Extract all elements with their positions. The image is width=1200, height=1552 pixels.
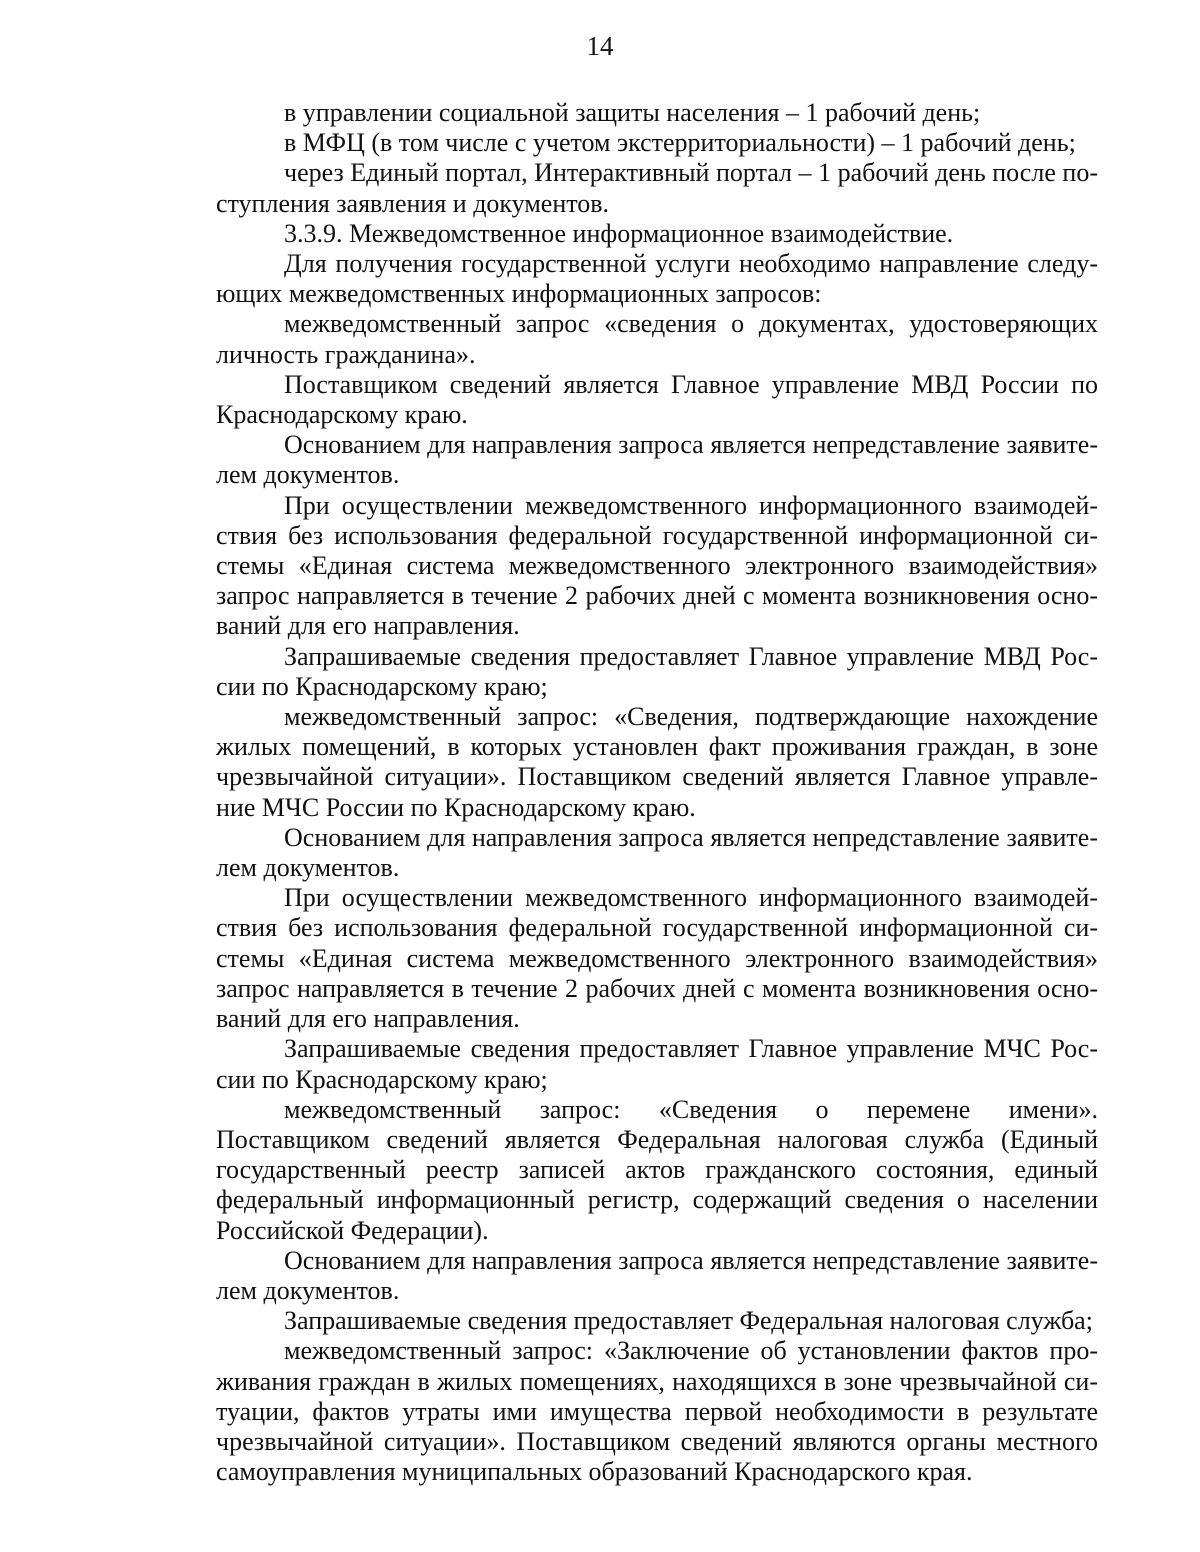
paragraph: Основанием для направления запроса является непредставление заявителем документов. <box>216 430 1098 490</box>
paragraph: Запрашиваемые сведения предоставляет Главное управление МВД России по Краснодарскому краю; <box>216 641 1098 701</box>
paragraph: Основанием для направления запроса является непредставление заявителем документов. <box>216 822 1098 883</box>
paragraph: Запрашиваемые сведения предоставляет Федеральная налоговая служба; <box>284 1306 1093 1336</box>
paragraph: межведомственный запрос: «Заключение об установлении фактов проживания граждан в жилых помещениях, находящихся в зоне чрезвычайной ситуации, фактов утраты ими имущества первой необходимости в результате чрезвычайной ситуации». Поставщиком сведений являются органы местного самоуправления муниципальных образований Краснодарского края. <box>216 1336 1098 1487</box>
paragraph: Основанием для направления запроса является непредставление заявителем документов. <box>216 1245 1098 1305</box>
paragraph: через Единый портал, Интерактивный портал – 1 рабочий день после поступления заявления и документов. <box>216 158 1098 218</box>
paragraph: межведомственный запрос: «Сведения, подтверждающие нахождение жилых помещений, в которых установлен факт проживания граждан, в зоне чрезвычайной ситуации». Поставщиком сведений является Главное управление МЧС России по Краснодарскому краю. <box>216 702 1098 822</box>
paragraph: Поставщиком сведений является Главное управление МВД России по Краснодарскому краю. <box>216 369 1098 430</box>
paragraph: При осуществлении межведомственного информационного взаимодействия без использования федеральной государственной информационной системы «Единая система межведомственного электронного взаимодействия» запрос направляется в течение 2 рабочих дней с момента возникновения оснований для его направления. <box>216 490 1098 641</box>
paragraph: Запрашиваемые сведения предоставляет Главное управление МЧС России по Краснодарскому краю; <box>216 1034 1098 1094</box>
paragraph: Для получения государственной услуги необходимо направление следующих межведомственных информационных запросов: <box>216 249 1098 309</box>
paragraph: межведомственный запрос «сведения о документах, удостоверяющих личность гражданина». <box>216 309 1098 369</box>
paragraph: в управлении социальной защиты населения – 1 рабочий день; <box>284 98 981 127</box>
paragraph: При осуществлении межведомственного информационного взаимодействия без использования федеральной государственной информационной системы «Единая система межведомственного электронного взаимодействия» запрос направляется в течение 2 рабочих дней с момента возникновения оснований для его направления. <box>216 883 1098 1034</box>
section-heading: 3.3.9. Межведомственное информационное взаимодействие. <box>284 218 954 248</box>
paragraph: межведомственный запрос: «Сведения о перемене имени». Поставщиком сведений является Федеральная налоговая служба (Единый государственный реестр записей актов гражданского состояния, единый федеральный информационный регистр, содержащий сведения о населении Российской Федерации). <box>216 1094 1098 1245</box>
page-number: 14 <box>586 31 614 61</box>
paragraph: в МФЦ (в том числе с учетом экстерриториальности) – 1 рабочий день; <box>284 128 1076 158</box>
document-body <box>216 98 1098 1487</box>
